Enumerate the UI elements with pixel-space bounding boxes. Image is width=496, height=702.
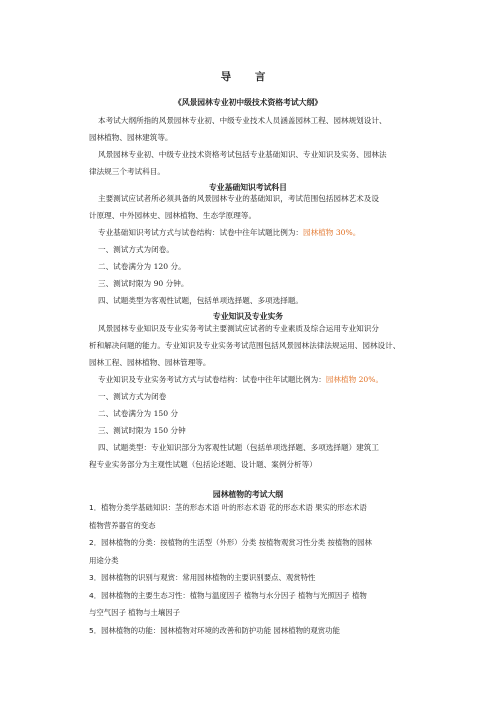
intro-line-2: 园林植物、园林建筑等。 bbox=[89, 133, 173, 142]
section1-para-line-2: 计原理、中外园林史、园林植物、生态学原理等。 bbox=[89, 211, 257, 220]
section1-item-3: 三、测试时限为 90 分钟。 bbox=[98, 279, 189, 288]
section1-item-2: 二、试卷满分为 120 分。 bbox=[98, 262, 186, 271]
section3-item-3: 3．园林植物的识别与观赏：常用园林植物的主要识别要点、观赏特性 bbox=[89, 573, 316, 582]
section2-para-line-3: 园林工程、园林植物、园林管理等。 bbox=[89, 358, 211, 367]
section3-item-1-cont: 植物营养器官的变态 bbox=[89, 521, 156, 530]
section2-para-line-2: 析和解决问题的能力。专业知识及专业实务考试范围包括风景园林法律法规运用、园林设计、 bbox=[89, 341, 401, 350]
intro-line-3: 风景园林专业初、中级专业技术资格考试包括专业基础知识、专业知识及实务、园林法 bbox=[98, 150, 387, 159]
section3-item-2: 2．园林植物的分类：按植物的生活型（外形）分类 按植物观赏习性分类 按植物的园林 bbox=[89, 538, 372, 547]
section3-item-4: 4．园林植物的主要生态习性：植物与温度因子 植物与水分因子 植物与光照因子 植物 bbox=[89, 591, 367, 600]
section1-ratio-line bbox=[0, 227, 496, 238]
section2-item-4-cont: 程专业实务部分为主观性试题（包括论述题、设计题、案例分析等） bbox=[89, 460, 317, 469]
intro-line-1: 本考试大纲所指的风景园林专业初、中级专业技术人员涵盖园林工程、园林规划设计、 bbox=[98, 116, 387, 125]
intro-line-4: 律法规三个考试科目。 bbox=[89, 167, 165, 176]
doc-subtitle: 《风景园林专业初中级技术资格考试大纲》 bbox=[173, 98, 323, 107]
section2-para-line-1: 风景园林专业知识及专业实务考试主要测试应试者的专业素质及综合运用专业知识分 bbox=[98, 324, 379, 333]
section2-ratio-prefix: 专业知识及专业实务考试方式与试卷结构：试卷中往年试题比例为： bbox=[98, 375, 326, 384]
section1-ratio-prefix: 专业基础知识考试方式与试卷结构：试卷中往年试题比例为： bbox=[98, 228, 304, 237]
section2-item-2: 二、试卷满分为 150 分 bbox=[98, 409, 179, 418]
section2-ratio-value: 园林植物 20%。 bbox=[325, 375, 384, 384]
section1-para-line-1: 主要测试应试者所必须具备的风景园林专业的基础知识，考试范围包括园林艺术及设 bbox=[98, 194, 379, 203]
doc-title: 导 言 bbox=[220, 71, 276, 83]
section3-item-5: 5．园林植物的功能：园林植物对环境的改善和防护功能 园林植物的观赏功能 bbox=[89, 626, 340, 635]
section3-heading: 园林植物的考试大纲 bbox=[212, 490, 284, 499]
section1-item-4: 四、试题类型为客观性试题，包括单项选择题、多项选择题。 bbox=[98, 296, 304, 305]
section2-ratio-line bbox=[0, 374, 496, 385]
section2-heading: 专业知识及专业实务 bbox=[212, 312, 284, 321]
section2-item-1: 一、测试方式为闭卷 bbox=[98, 392, 167, 401]
section3-item-2-cont: 用途分类 bbox=[89, 556, 119, 565]
section3-item-4-cont: 与空气因子 植物与土壤因子 bbox=[89, 608, 181, 617]
section1-heading: 专业基础知识考试科目 bbox=[209, 183, 287, 192]
section3-item-1: 1．植物分类学基础知识：茎的形态术语 叶的形态术语 花的形态术语 果实的形态术语 bbox=[89, 503, 367, 512]
section1-item-1: 一、测试方式为闭卷。 bbox=[98, 245, 174, 254]
section2-item-4: 四、试题类型：专业知识部分为客观性试题（包括单项选择题、多项选择题）建筑工 bbox=[98, 443, 379, 452]
section1-ratio-value: 园林植物 30%。 bbox=[303, 228, 361, 237]
section2-item-3: 三、测试时限为 150 分钟 bbox=[98, 426, 186, 435]
